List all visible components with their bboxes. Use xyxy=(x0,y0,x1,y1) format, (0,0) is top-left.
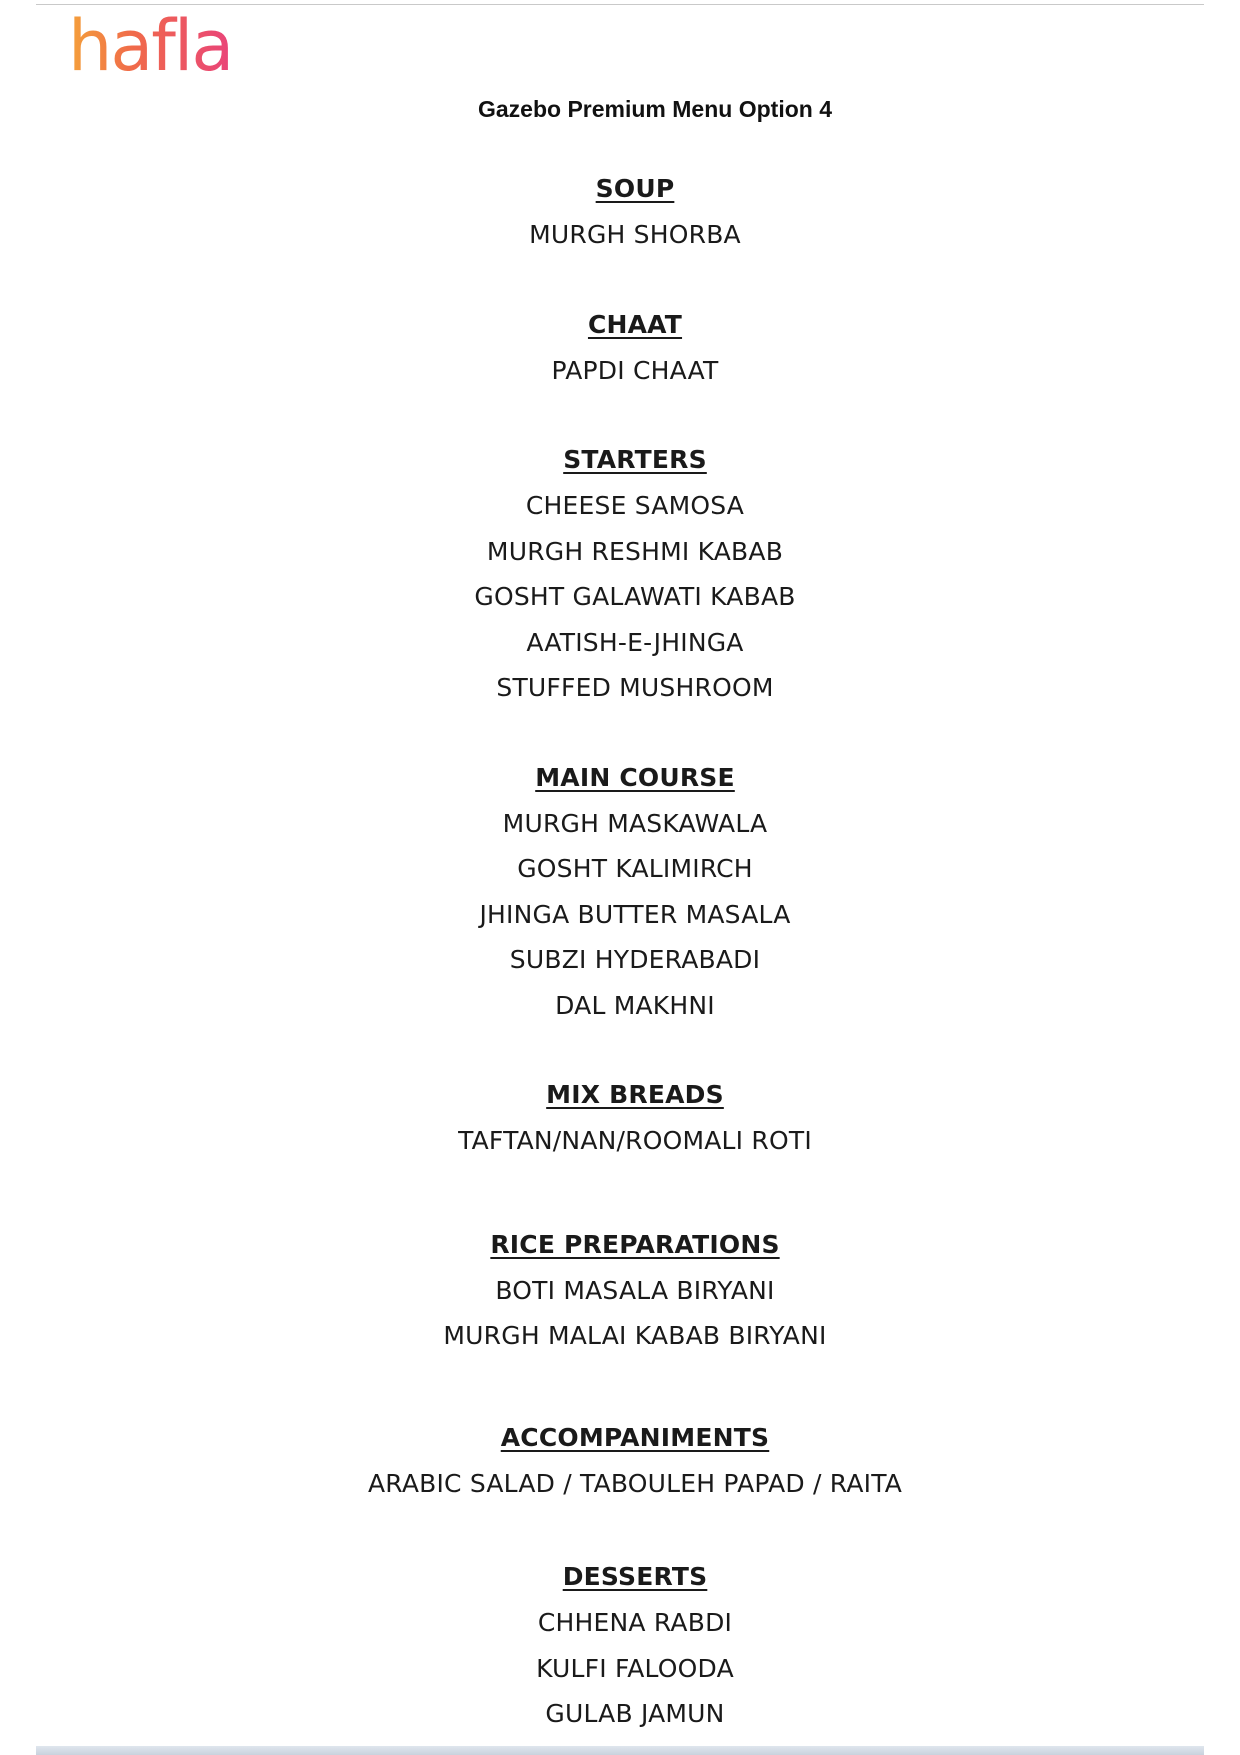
menu-item: PAPDI CHAAT xyxy=(551,355,719,385)
section-heading: DESSERTS xyxy=(562,1562,708,1591)
menu-section-soup xyxy=(0,166,1240,258)
menu-item: DAL MAKHNI xyxy=(555,990,715,1020)
section-heading: ACCOMPANIMENTS xyxy=(500,1422,770,1452)
menu-item: JHINGA BUTTER MASALA xyxy=(479,899,791,929)
menu-section-desserts xyxy=(0,1554,1240,1737)
hafla-logo: hafla xyxy=(68,5,233,87)
menu-item: TAFTAN/NAN/ROOMALI ROTI xyxy=(458,1126,812,1155)
menu-item: KULFI FALOODA xyxy=(536,1653,734,1683)
menu-item: MURGH MASKAWALA xyxy=(502,808,768,838)
menu-title: Gazebo Premium Menu Option 4 xyxy=(478,96,832,122)
section-heading: MAIN COURSE xyxy=(535,762,735,792)
section-heading: SOUP xyxy=(595,174,675,203)
menu-item: ARABIC SALAD / TABOULEH PAPAD / RAITA xyxy=(367,1468,903,1498)
menu-body xyxy=(0,166,1240,1737)
menu-item: MURGH MALAI KABAB BIRYANI xyxy=(443,1321,827,1350)
section-heading: STARTERS xyxy=(563,445,707,474)
menu-item: GOSHT GALAWATI KABAB xyxy=(474,582,796,611)
menu-item: SUBZI HYDERABADI xyxy=(509,945,761,974)
menu-section-rice-preparations xyxy=(0,1222,1240,1359)
menu-item: CHHENA RABDI xyxy=(537,1608,733,1637)
menu-item: MURGH RESHMI KABAB xyxy=(486,536,784,566)
page-bottom-bar xyxy=(36,1746,1204,1755)
menu-section-mix-breads xyxy=(0,1072,1240,1164)
menu-section-starters xyxy=(0,437,1240,711)
menu-item: MURGH SHORBA xyxy=(529,220,741,249)
menu-section-chaat xyxy=(0,302,1240,394)
menu-item: AATISH-E-JHINGA xyxy=(526,627,744,657)
section-heading: RICE PREPARATIONS xyxy=(490,1229,780,1259)
menu-section-accompaniments xyxy=(0,1415,1240,1507)
menu-item: GOSHT KALIMIRCH xyxy=(517,854,753,883)
menu-item: STUFFED MUSHROOM xyxy=(496,673,774,702)
section-heading: MIX BREADS xyxy=(546,1080,724,1109)
menu-item: CHEESE SAMOSA xyxy=(525,491,745,520)
section-heading: CHAAT xyxy=(587,309,683,339)
menu-item: BOTI MASALA BIRYANI xyxy=(495,1275,775,1305)
menu-item: GULAB JAMUN xyxy=(545,1699,725,1728)
menu-section-main-course xyxy=(0,755,1240,1029)
